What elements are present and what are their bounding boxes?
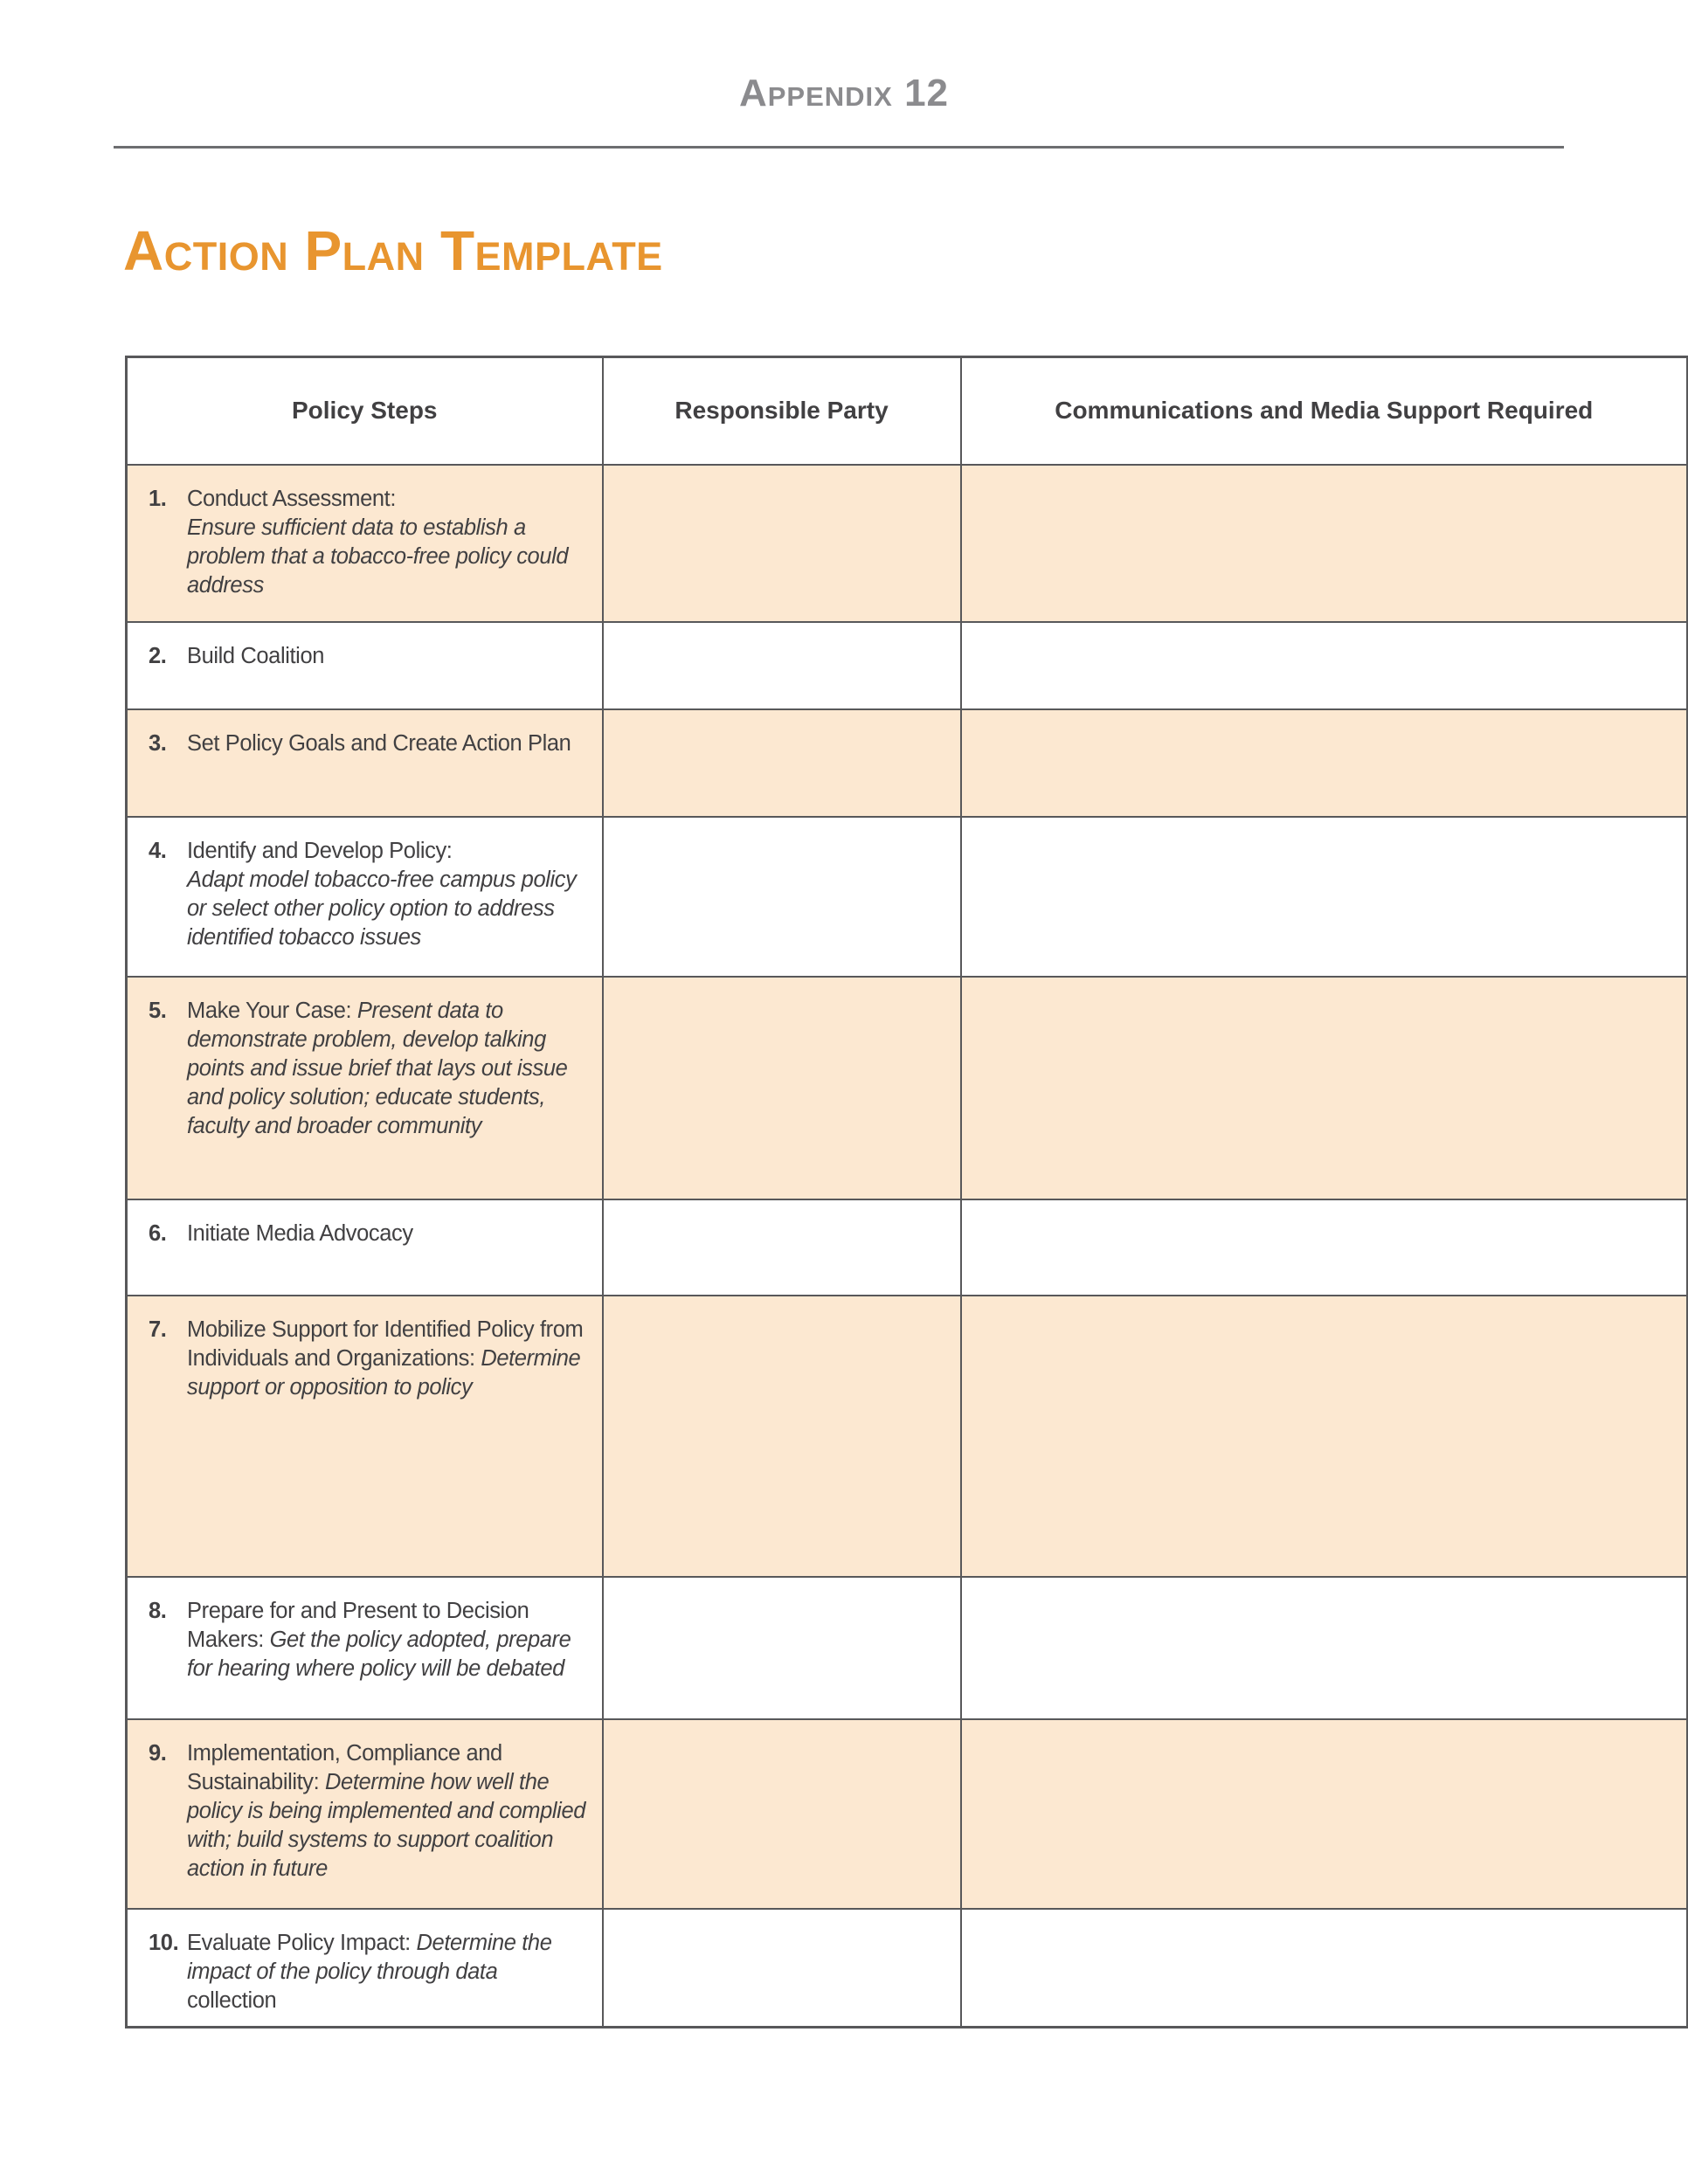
responsible-party-cell <box>603 1199 961 1296</box>
step-text: Evaluate Policy Impact: Determine the impact of the policy through data collection <box>187 1930 552 2013</box>
step-text: Implementation, Compliance and Sustainability: Determine how well the policy is being implemented and complied with; build systems to support coalition action in future <box>187 1740 586 1881</box>
step-text: Initiate Media Advocacy <box>187 1220 413 1246</box>
policy-step-cell <box>127 1577 603 1719</box>
action-plan-table <box>125 356 1688 2028</box>
step-number: 3. <box>149 730 167 756</box>
policy-step-cell <box>127 709 603 817</box>
communications-cell <box>961 1199 1688 1296</box>
policy-step-cell <box>127 1909 603 2028</box>
step-number: 8. <box>149 1598 167 1623</box>
policy-step-cell <box>127 977 603 1199</box>
step-number: 7. <box>149 1317 167 1342</box>
table-row <box>127 1909 1688 2028</box>
column-header-policy-steps: Policy Steps <box>127 357 603 465</box>
appendix-label: Appendix 12 <box>738 72 950 114</box>
responsible-party-cell <box>603 709 961 817</box>
policy-step-cell <box>127 1199 603 1296</box>
step-text: Mobilize Support for Identified Policy from Individuals and Organizations: Determine support or opposition to policy <box>187 1317 584 1400</box>
page-title: Action Plan Template <box>123 219 663 282</box>
responsible-party-cell <box>603 1296 961 1577</box>
step-text: Prepare for and Present to Decision Makers: Get the policy adopted, prepare for hearing where policy will be debated <box>187 1598 571 1681</box>
communications-cell <box>961 622 1688 709</box>
communications-cell <box>961 1577 1688 1719</box>
responsible-party-cell <box>603 465 961 622</box>
policy-step-cell <box>127 1719 603 1909</box>
responsible-party-cell <box>603 1719 961 1909</box>
step-number: 6. <box>149 1220 167 1246</box>
communications-cell <box>961 465 1688 622</box>
policy-step-cell <box>127 1296 603 1577</box>
step-number: 5. <box>149 998 167 1023</box>
table-row <box>127 977 1688 1199</box>
table-row <box>127 1577 1688 1719</box>
step-text: Conduct Assessment: Ensure sufficient data to establish a problem that a tobacco-free policy could address <box>187 486 569 598</box>
responsible-party-cell <box>603 977 961 1199</box>
column-header-communications: Communications and Media Support Required <box>961 357 1688 465</box>
column-header-responsible-party: Responsible Party <box>603 357 961 465</box>
table-row <box>127 1719 1688 1909</box>
header-rule <box>114 146 1564 149</box>
responsible-party-cell <box>603 817 961 977</box>
policy-step-cell <box>127 817 603 977</box>
communications-cell <box>961 1909 1688 2028</box>
communications-cell <box>961 709 1688 817</box>
communications-cell <box>961 817 1688 977</box>
step-number: 9. <box>149 1740 167 1766</box>
responsible-party-cell <box>603 1909 961 2028</box>
policy-step-cell <box>127 465 603 622</box>
responsible-party-cell <box>603 1577 961 1719</box>
communications-cell <box>961 977 1688 1199</box>
communications-cell <box>961 1719 1688 1909</box>
step-number: 1. <box>149 486 167 511</box>
table-row <box>127 1296 1688 1577</box>
step-text: Build Coalition <box>187 643 325 668</box>
table-row <box>127 817 1688 977</box>
communications-cell <box>961 1296 1688 1577</box>
step-text: Identify and Develop Policy: Adapt model tobacco-free campus policy or select other policy option to address identified tobacco issues <box>187 838 577 950</box>
step-text: Set Policy Goals and Create Action Plan <box>187 730 571 756</box>
policy-step-cell <box>127 622 603 709</box>
table-row <box>127 622 1688 709</box>
table-row <box>127 709 1688 817</box>
table-row <box>127 465 1688 622</box>
step-text: Make Your Case: Present data to demonstrate problem, develop talking points and issue brief that lays out issue and policy solution; educate students, faculty and broader community <box>187 998 568 1138</box>
step-number: 2. <box>149 643 167 668</box>
table-header-row <box>127 357 1688 465</box>
step-number: 4. <box>149 838 167 863</box>
step-number: 10. <box>149 1930 179 1955</box>
responsible-party-cell <box>603 622 961 709</box>
table-row <box>127 1199 1688 1296</box>
